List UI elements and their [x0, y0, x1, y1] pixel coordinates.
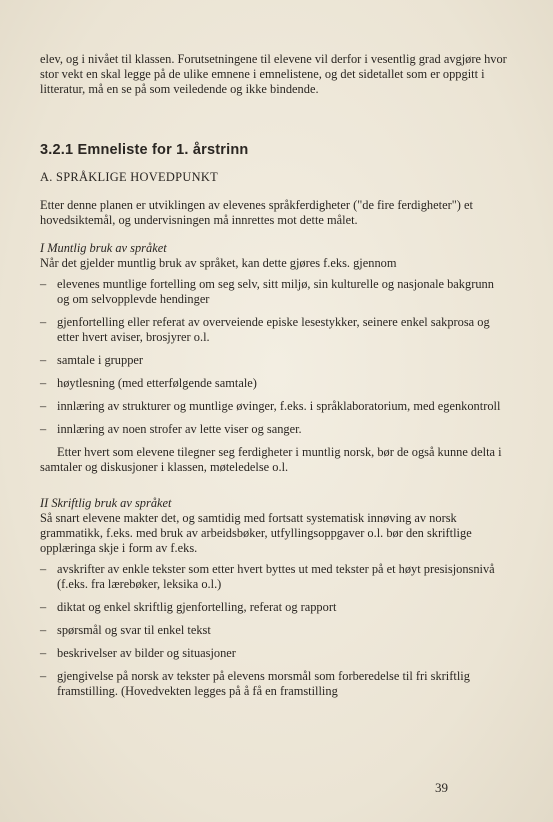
subheading: A. SPRÅKLIGE HOVEDPUNKT — [40, 170, 218, 184]
overview-paragraph: Etter denne planen er utviklingen av elevenes språkferdigheter ("de fire ferdigheter") et hovedsiktemål, og undervisningen må innrettes mot dette målet. — [40, 198, 473, 227]
part1-heading: I Muntlig bruk av språket — [40, 241, 167, 255]
list-item: – gjengivelse på norsk av tekster på elevens morsmål som forberedelse til fri skriftlig framstilling. (Hovedvekten legges på å få en framstilling — [40, 669, 508, 699]
list-item: – diktat og enkel skriftlig gjenfortelling, referat og rapport — [40, 600, 508, 615]
part2-heading: II Skriftlig bruk av språket — [40, 496, 172, 510]
part1-lead: Når det gjelder muntlig bruk av språket, kan dette gjøres f.eks. gjennom — [40, 256, 397, 270]
list-item: – høytlesning (med etterfølgende samtale) — [40, 376, 508, 391]
intro-paragraph: elev, og i nivået til klassen. Forutsetningene til elevene vil derfor i vesentlig grad avgjøre hvor stor vekt en skal legge på de ulike emnene i emnelistene, og det sidetallet som er oppgitt i litteratur, må en se på som veiledende og ikke bindende. — [40, 52, 507, 96]
list-item: – samtale i grupper — [40, 353, 508, 368]
list-item: – innlæring av strukturer og muntlige øvinger, f.eks. i språklaboratorium, med egenkontroll — [40, 399, 508, 414]
list-item: – elevenes muntlige fortelling om seg selv, sitt miljø, sin kulturelle og nasjonale bakgrunn og om selvopplevde hendinger — [40, 277, 508, 307]
part2-list — [40, 562, 508, 699]
list-item: – beskrivelser av bilder og situasjoner — [40, 646, 508, 661]
list-item: – innlæring av noen strofer av lette viser og sanger. — [40, 422, 508, 437]
page-body — [40, 52, 508, 707]
page-number: 39 — [435, 780, 448, 795]
part2-lead: Så snart elevene makter det, og samtidig med fortsatt systematisk innøving av norsk grammatikk, f.eks. med bruk av arbeidsbøker, utfyllingsoppgaver o.l. bør den skriftlige opplæringa skje i form av f.eks. — [40, 511, 472, 555]
part1-block — [40, 241, 508, 475]
part1-list — [40, 277, 508, 437]
part2-block — [40, 496, 508, 699]
part1-closing: Etter hvert som elevene tilegner seg ferdigheter i muntlig norsk, bør de også kunne delta i samtaler og diskusjoner i klassen, møteledelse o.l. — [40, 445, 502, 474]
list-item: – spørsmål og svar til enkel tekst — [40, 623, 508, 638]
list-item: – avskrifter av enkle tekster som etter hvert byttes ut med tekster på et høyt presisjonsnivå (f.eks. fra lærebøker, leksika o.l.) — [40, 562, 508, 592]
section-heading: 3.2.1 Emneliste for 1. årstrinn — [40, 142, 249, 158]
list-item: – gjenfortelling eller referat av overveiende episke lesestykker, seinere enkel sakprosa og etter hvert aviser, brosjyrer o.l. — [40, 315, 508, 345]
